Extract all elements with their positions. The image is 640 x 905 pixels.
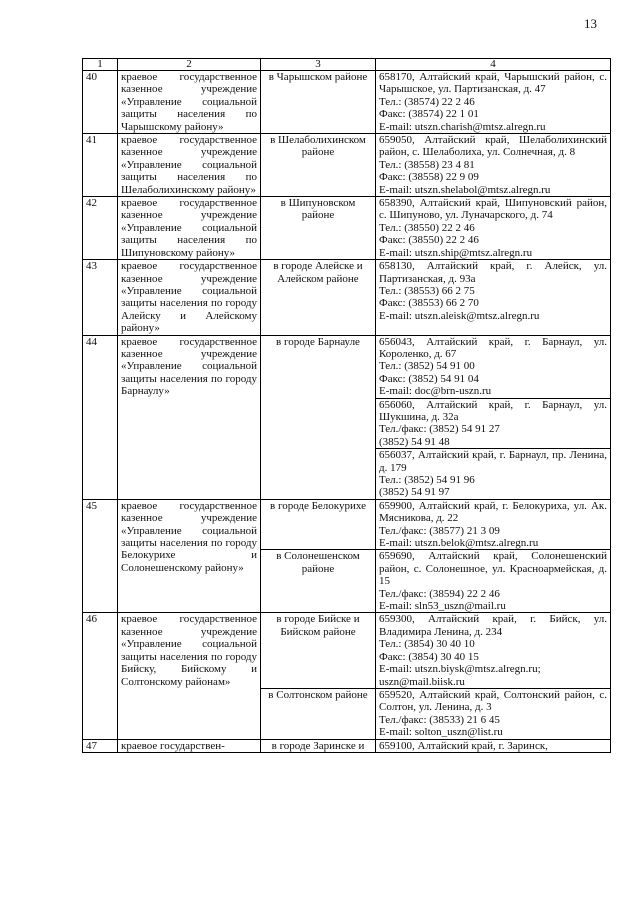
row-number-cell: 41 <box>83 134 118 197</box>
organization-cell: краевое государственное казенное учреждение «Управление социальной защиты населения по Шипуновскому району» <box>118 197 261 260</box>
row-number-cell: 44 <box>83 335 118 499</box>
column-header-1: 1 <box>83 59 118 71</box>
contact-line: E-mail: utszn.charish@mtsz.alregn.ru <box>379 120 546 133</box>
table-row <box>83 499 611 550</box>
postal-address: 659050, Алтайский край, Шелаболихинский район, с. Шелаболиха, ул. Солнечная, д. 8 <box>379 134 607 159</box>
row-number-cell: 46 <box>83 613 118 739</box>
postal-address: 658170, Алтайский край, Чарышский район, с. Чарышское, ул. Партизанская, д. 47 <box>379 71 607 96</box>
row-number-cell: 40 <box>83 71 118 134</box>
address-contacts-cell <box>376 499 611 550</box>
page-number: 13 <box>584 16 597 31</box>
address-contacts-cell <box>376 134 611 197</box>
contact-line: uszn@mail.biisk.ru <box>379 675 465 688</box>
contact-line: E-mail: doc@brn-uszn.ru <box>379 385 492 398</box>
column-header-4: 4 <box>376 59 611 71</box>
postal-address: 658390, Алтайский край, Шипуновский район, с. Шипуново, ул. Луначарского, д. 74 <box>379 197 607 222</box>
contact-line: Факс: (38558) 22 9 09 <box>379 171 479 184</box>
postal-address: 659100, Алтайский край, г. Заринск, <box>379 739 548 752</box>
contact-line: Факс: (38574) 22 1 01 <box>379 108 479 121</box>
service-area-cell: в городе Алейске и Алейском районе <box>261 260 376 335</box>
address-contacts-cell <box>376 449 611 500</box>
table-body <box>83 71 611 753</box>
organization-cell: краевое государственное казенное учреждение «Управление социальной защиты населения по городу Белокурихе и Солонешенскому району» <box>118 499 261 613</box>
row-number-cell: 42 <box>83 197 118 260</box>
table-row <box>83 71 611 134</box>
contact-line: Тел./факс: (38533) 21 6 45 <box>379 713 500 726</box>
organization-cell: краевое государственное казенное учреждение «Управление социальной защиты населения по городу Алейску и Алейскому району» <box>118 260 261 335</box>
postal-address: 659900, Алтайский край, г. Белокуриха, ул. Ак. Мясникова, д. 22 <box>379 499 607 525</box>
service-area-cell: в городе Заринске и <box>261 739 376 752</box>
contact-line: Тел.: (38558) 23 4 81 <box>379 158 475 171</box>
contact-line: Факс: (3854) 30 40 15 <box>379 650 479 663</box>
table-row <box>83 739 611 752</box>
contact-line: Тел.: (38553) 66 2 75 <box>379 284 475 297</box>
address-contacts-cell <box>376 688 611 739</box>
postal-address: 656043, Алтайский край, г. Барнаул, ул. Короленко, д. 67 <box>379 335 607 360</box>
postal-address: 656037, Алтайский край, г. Барнаул, пр. Ленина, д. 179 <box>379 449 607 474</box>
postal-address: 659690, Алтайский край, Солонешенский район, с. Солонешное, ул. Красноармейская, д. 15 <box>379 550 607 588</box>
table-row <box>83 335 611 398</box>
column-header-2: 2 <box>118 59 261 71</box>
contact-line: Факс: (38553) 66 2 70 <box>379 297 479 310</box>
row-number-cell: 43 <box>83 260 118 335</box>
service-area-cell: в Шелаболихинском районе <box>261 134 376 197</box>
service-area-cell: в Солонешенском районе <box>261 550 376 613</box>
service-area-cell: в городе Белокурихе <box>261 499 376 550</box>
contact-line: E-mail: solton_uszn@list.ru <box>379 726 503 739</box>
postal-address: 658130, Алтайский край, г. Алейск, ул. Партизанская, д. 93а <box>379 260 607 285</box>
social-protection-offices-table <box>82 58 611 753</box>
contact-line: Тел.: (3854) 30 40 10 <box>379 638 475 651</box>
contact-line: Тел./факс: (3852) 54 91 27 <box>379 423 500 436</box>
contact-line: Факс: (38550) 22 2 46 <box>379 234 479 247</box>
organization-cell: краевое государственное казенное учреждение «Управление социальной защиты населения по городу Барнаулу» <box>118 335 261 499</box>
table-header <box>83 59 611 71</box>
address-contacts-cell <box>376 260 611 335</box>
header-row <box>83 59 611 71</box>
contact-line: E-mail: utszn.aleisk@mtsz.alregn.ru <box>379 309 540 322</box>
organization-cell: краевое государственное казенное учреждение «Управление социальной защиты населения по городу Бийску, Бийскому и Солтонскому районам» <box>118 613 261 739</box>
address-contacts-cell <box>376 398 611 449</box>
contact-line: E-mail: utszn.ship@mtsz.alregn.ru <box>379 246 533 259</box>
postal-address: 659520, Алтайский край, Солтонский район, с. Солтон, ул. Ленина, д. 3 <box>379 688 607 714</box>
address-contacts-cell <box>376 739 611 752</box>
address-contacts-cell <box>376 197 611 260</box>
contact-line: E-mail: sln53_uszn@mail.ru <box>379 600 506 613</box>
column-header-3: 3 <box>261 59 376 71</box>
organization-cell: краевое государственное казенное учреждение «Управление социальной защиты населения по Чарышскому району» <box>118 71 261 134</box>
organization-cell: краевое государствен- <box>118 739 261 752</box>
contact-line: (3852) 54 91 48 <box>379 435 450 448</box>
contact-line: Тел.: (38550) 22 2 46 <box>379 221 475 234</box>
contact-line: Тел.: (3852) 54 91 96 <box>379 474 475 486</box>
service-area-cell: в Солтонском районе <box>261 688 376 739</box>
row-number-cell: 45 <box>83 499 118 613</box>
contact-line: Тел./факс: (38594) 22 2 46 <box>379 587 500 600</box>
contact-line: (3852) 54 91 97 <box>379 486 450 499</box>
table-row <box>83 134 611 197</box>
service-area-cell: в городе Бийске и Бийском районе <box>261 613 376 688</box>
address-contacts-cell <box>376 71 611 134</box>
table-row <box>83 613 611 688</box>
contact-line: E-mail: utszn.biysk@mtsz.alregn.ru; <box>379 663 541 676</box>
organization-cell: краевое государственное казенное учреждение «Управление социальной защиты населения по Шелаболихинскому району» <box>118 134 261 197</box>
contact-line: Тел./факс: (38577) 21 3 09 <box>379 524 500 537</box>
service-area-cell: в Шипуновском районе <box>261 197 376 260</box>
contact-line: Тел.: (38574) 22 2 46 <box>379 95 475 108</box>
contact-line: Тел.: (3852) 54 91 00 <box>379 360 475 373</box>
row-number-cell: 47 <box>83 739 118 752</box>
address-contacts-cell <box>376 335 611 398</box>
contact-line: E-mail: utszn.shelabol@mtsz.alregn.ru <box>379 183 551 196</box>
contact-line: E-mail: utszn.belok@mtsz.alregn.ru <box>379 537 539 550</box>
postal-address: 659300, Алтайский край, г. Бийск, ул. Владимира Ленина, д. 234 <box>379 613 607 638</box>
service-area-cell: в городе Барнауле <box>261 335 376 499</box>
table-row <box>83 197 611 260</box>
address-contacts-cell <box>376 550 611 613</box>
postal-address: 656060, Алтайский край, г. Барнаул, ул. Шукшина, д. 32а <box>379 398 607 423</box>
address-contacts-cell <box>376 613 611 688</box>
contact-line: Факс: (3852) 54 91 04 <box>379 372 479 385</box>
table-row <box>83 260 611 335</box>
service-area-cell: в Чарышском районе <box>261 71 376 134</box>
